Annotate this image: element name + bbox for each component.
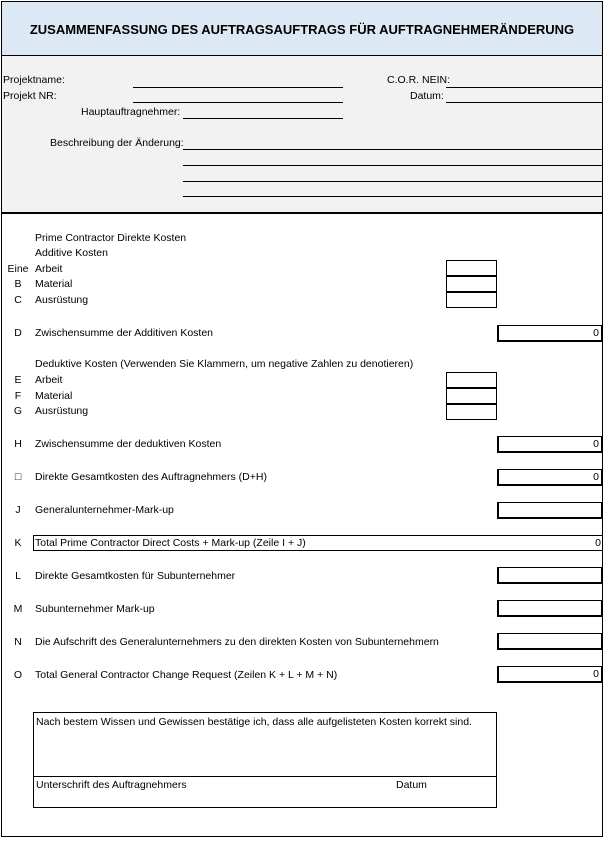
- row-letter: □: [14, 471, 22, 483]
- gc-sub-markup-label: Die Aufschrift des Generalunternehmers zu den direkten Kosten von Subunternehmern: [35, 636, 439, 648]
- form-title: ZUSAMMENFASSUNG DES AUFTRAGSAUFTRAGS FÜR AUFTRAGNEHMERÄNDERUNG: [29, 22, 575, 37]
- row-letter: M: [13, 603, 23, 615]
- signature-label: Unterschrift des Auftragnehmers: [36, 779, 187, 791]
- description-line-1[interactable]: [183, 149, 602, 150]
- additive-heading: Additive Kosten: [35, 247, 108, 259]
- row-letter: G: [13, 405, 23, 417]
- sub-markup-label: Subunternehmer Mark-up: [35, 603, 155, 615]
- deductive-heading: Deduktive Kosten (Verwenden Sie Klammern, um negative Zahlen zu denotieren): [35, 358, 414, 370]
- deductive-equipment-input[interactable]: [446, 404, 497, 420]
- total-prime-markup-value: 0: [595, 537, 601, 549]
- description-line-3[interactable]: [183, 181, 602, 182]
- deductive-labor-label: Arbeit: [35, 374, 63, 386]
- row-letter: O: [13, 669, 23, 681]
- description-label: Beschreibung der Änderung:: [50, 137, 184, 149]
- deductive-labor-input[interactable]: [446, 372, 497, 388]
- total-prime-markup-label: Total Prime Contractor Direct Costs + Mark-up (Zeile I + J): [35, 537, 306, 549]
- date-label: Datum:: [410, 90, 444, 102]
- deductive-subtotal-value: 0: [497, 436, 603, 453]
- main-contractor-field[interactable]: [183, 118, 343, 119]
- row-letter: Eine: [7, 263, 29, 275]
- row-letter: K: [14, 537, 22, 549]
- additive-labor-label: Arbeit: [35, 263, 63, 275]
- row-letter: L: [15, 570, 21, 582]
- additive-subtotal-label: Zwischensumme der Additiven Kosten: [35, 327, 214, 339]
- sub-markup-input[interactable]: [497, 600, 603, 617]
- additive-subtotal-value: 0: [497, 325, 603, 342]
- title-band: [2, 2, 602, 56]
- total-direct-value: 0: [497, 469, 603, 486]
- deductive-subtotal-label: Zwischensumme der deduktiven Kosten: [35, 438, 222, 450]
- header-section: [2, 56, 602, 214]
- cor-no-label: C.O.R. NEIN:: [387, 74, 451, 86]
- additive-material-input[interactable]: [446, 276, 497, 292]
- additive-material-label: Material: [35, 278, 73, 290]
- description-line-4[interactable]: [183, 196, 602, 197]
- sub-direct-input[interactable]: [497, 567, 603, 584]
- row-letter: C: [14, 294, 22, 306]
- row-letter: H: [14, 438, 22, 450]
- row-letter: F: [14, 390, 22, 402]
- row-letter: N: [14, 636, 22, 648]
- total-direct-label: Direkte Gesamtkosten des Auftragnehmers (D+H): [35, 471, 267, 483]
- cor-no-field[interactable]: [446, 87, 602, 88]
- certification-text: Nach bestem Wissen und Gewissen bestätige ich, dass alle aufgelisteten Kosten korrekt sind.: [36, 716, 472, 728]
- row-letter: B: [14, 278, 22, 290]
- gc-markup-input[interactable]: [497, 502, 603, 519]
- row-letter: E: [14, 374, 22, 386]
- prime-direct-heading: Prime Contractor Direkte Kosten: [35, 232, 187, 244]
- additive-equipment-input[interactable]: [446, 292, 497, 308]
- signature-divider: [34, 776, 496, 777]
- total-change-request-label: Total General Contractor Change Request (Zeilen K + L + M + N): [35, 669, 338, 681]
- row-letter: J: [15, 504, 21, 516]
- deductive-material-input[interactable]: [446, 388, 497, 404]
- project-nr-label: Projekt NR:: [3, 90, 57, 102]
- project-name-field[interactable]: [133, 87, 343, 88]
- main-contractor-label: Hauptauftragnehmer:: [81, 106, 181, 118]
- signature-box: [33, 712, 497, 808]
- deductive-material-label: Material: [35, 390, 73, 402]
- gc-markup-label: Generalunternehmer-Mark-up: [35, 504, 174, 516]
- signature-date-label: Datum: [396, 779, 427, 791]
- project-nr-field[interactable]: [133, 102, 343, 103]
- project-name-label: Projektname:: [3, 74, 65, 86]
- row-letter: D: [14, 327, 22, 339]
- additive-equipment-label: Ausrüstung: [35, 294, 89, 306]
- sub-direct-label: Direkte Gesamtkosten für Subunternehmer: [35, 570, 236, 582]
- description-line-2[interactable]: [183, 165, 602, 166]
- additive-labor-input[interactable]: [446, 260, 497, 276]
- deductive-equipment-label: Ausrüstung: [35, 405, 89, 417]
- date-field[interactable]: [446, 102, 602, 103]
- gc-sub-markup-input[interactable]: [497, 633, 603, 650]
- total-change-request-value: 0: [497, 666, 603, 683]
